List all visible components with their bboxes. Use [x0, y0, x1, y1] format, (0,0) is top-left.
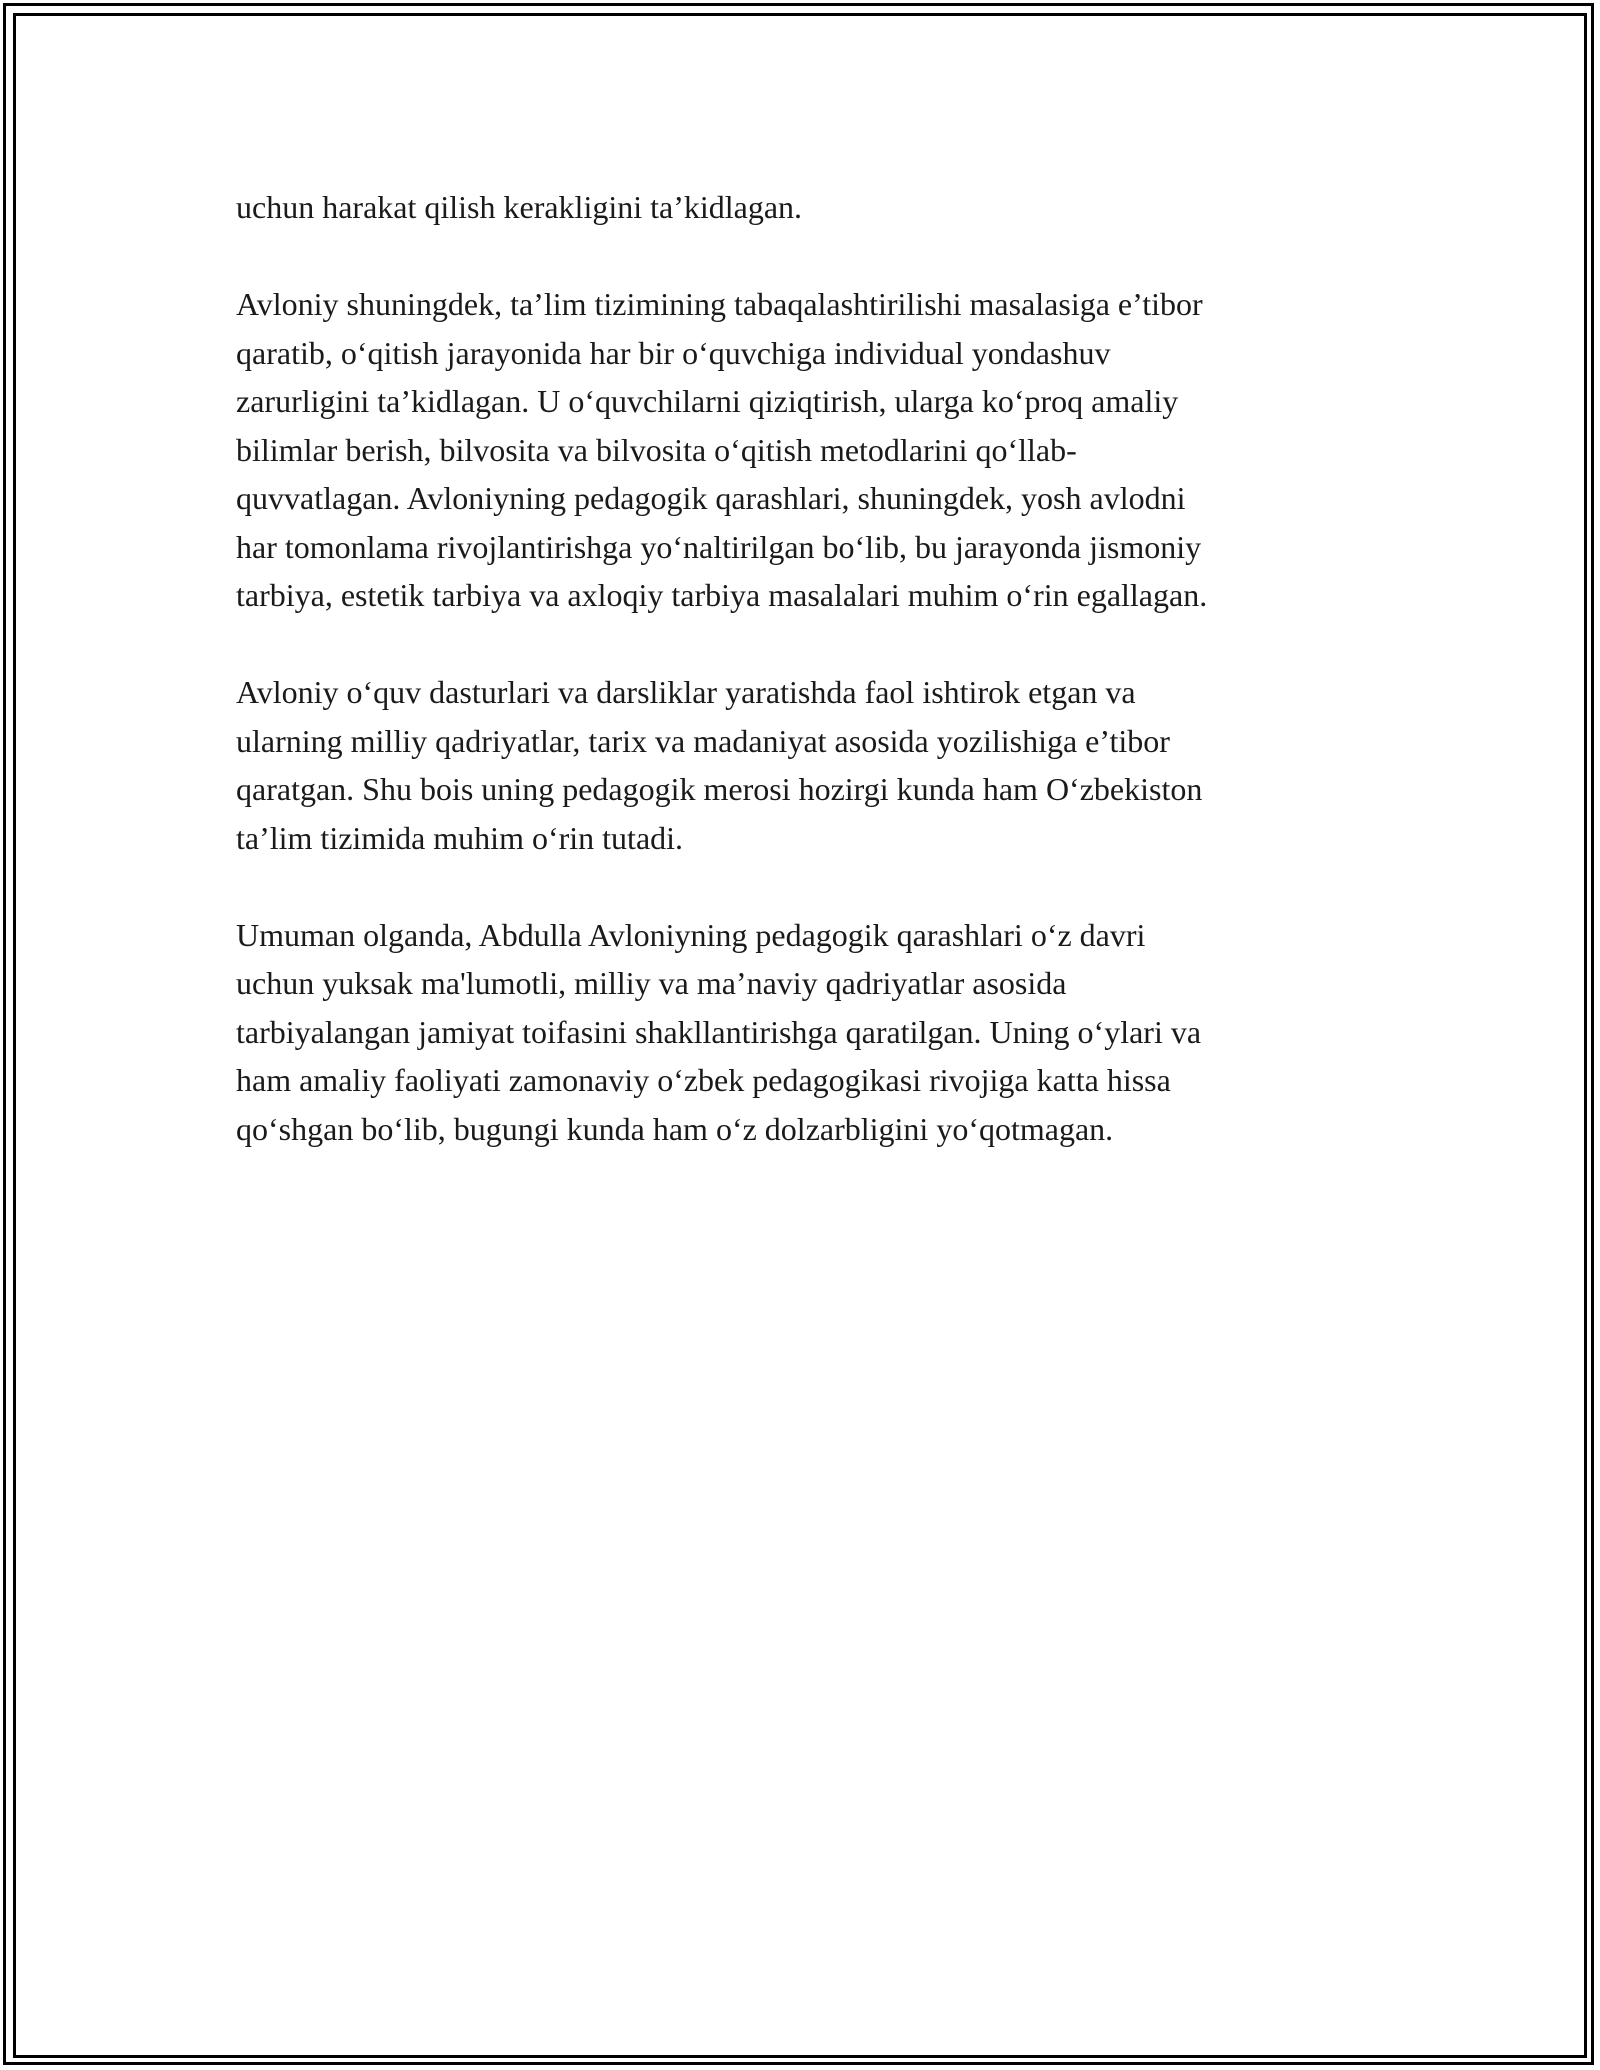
- text-line: har tomonlama rivojlantirishga yo‘naltirilgan bo‘lib, bu jarayonda jismoniy: [236, 528, 1202, 565]
- text-line: ham amaliy faoliyati zamonaviy o‘zbek pedagogikasi rivojiga katta hissa: [236, 1062, 1171, 1098]
- text-line: Avloniy shuningdek, ta’lim tizimining tabaqalashtirilishi masalasiga e’tibor: [236, 286, 1203, 322]
- text-line: tarbiya, estetik tarbiya va axloqiy tarbiya masalalari muhim o‘rin egallagan.: [236, 577, 1208, 613]
- text-line: zarurligini ta’kidlagan. U o‘quvchilarni qiziqtirish, ularga ko‘proq amaliy: [236, 383, 1179, 419]
- text-line: quvvatlagan. Avloniyning pedagogik qarashlari, shuningdek, yosh avlodni: [236, 480, 1186, 516]
- text-line: uchun yuksak ma'lumotli, milliy va ma’naviy qadriyatlar asosida: [236, 965, 1067, 1001]
- text-line: tarbiyalangan jamiyat toifasini shakllantirishga qaratilgan. Uning o‘ylari va: [236, 1013, 1202, 1050]
- text-line: Avloniy o‘quv dasturlari va darsliklar yaratishda faol ishtirok etgan va: [236, 674, 1136, 710]
- text-line: qo‘shgan bo‘lib, bugungi kunda ham o‘z dolzarbligini yo‘qotmagan.: [236, 1110, 1114, 1147]
- text-line: bilimlar berish, bilvosita va bilvosita o‘qitish metodlarini qo‘llab-: [236, 431, 1077, 468]
- paragraph: [236, 280, 1376, 620]
- text-line: qaratgan. Shu bois uning pedagogik merosi hozirgi kunda ham O‘zbekiston: [236, 771, 1203, 807]
- text-line: qaratib, o‘qitish jarayonida har bir o‘quvchiga individual yondashuv: [236, 334, 1111, 371]
- document-body: [236, 183, 1376, 1202]
- paragraph: [236, 668, 1376, 862]
- text-line: uchun harakat qilish kerakligini ta’kidlagan.: [236, 189, 803, 225]
- text-line: ta’lim tizimida muhim o‘rin tutadi.: [236, 819, 684, 856]
- paragraph: [236, 911, 1376, 1154]
- text-line: Umuman olganda, Abdulla Avloniyning pedagogik qarashlari o‘z davri: [236, 916, 1146, 953]
- text-line: ularning milliy qadriyatlar, tarix va madaniyat asosida yozilishiga e’tibor: [236, 722, 1170, 759]
- paragraph: [236, 183, 1376, 232]
